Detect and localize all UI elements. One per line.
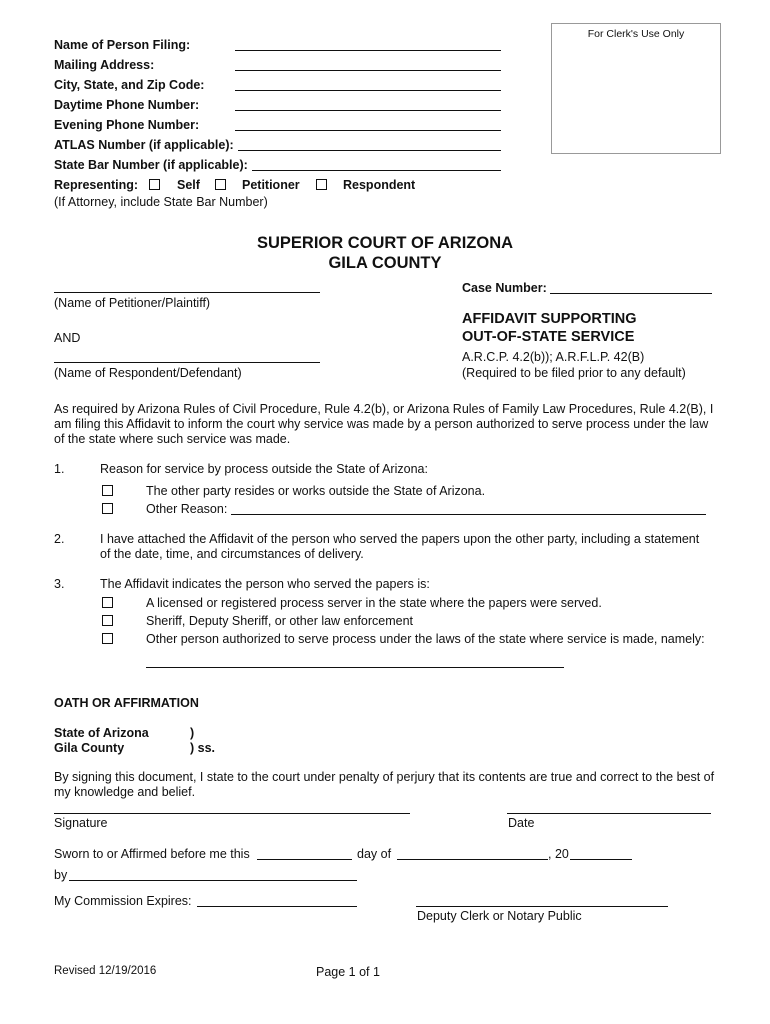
sworn-month-field[interactable] xyxy=(397,859,548,860)
other-reason-field[interactable] xyxy=(231,514,706,515)
document-title-line2: OUT-OF-STATE SERVICE xyxy=(462,329,635,345)
page-number: Page 1 of 1 xyxy=(316,965,380,979)
sheriff-checkbox[interactable] xyxy=(102,615,113,626)
respondent-caption-label: (Name of Respondent/Defendant) xyxy=(54,366,242,380)
respondent-label: Respondent xyxy=(343,178,416,192)
self-label: Self xyxy=(177,178,200,192)
representing-label: Representing: xyxy=(54,178,139,192)
filer-name-label: Name of Person Filing: xyxy=(54,38,191,52)
sworn-day-field[interactable] xyxy=(257,859,352,860)
respondent-checkbox[interactable] xyxy=(316,179,327,190)
state-label: State of Arizona xyxy=(54,726,149,740)
signature-label: Signature xyxy=(54,816,108,830)
resides-outside-checkbox[interactable] xyxy=(102,485,113,496)
court-title: SUPERIOR COURT OF ARIZONA xyxy=(256,234,514,252)
daytime-phone-label: Daytime Phone Number: xyxy=(54,98,200,112)
petitioner-checkbox[interactable] xyxy=(215,179,226,190)
atlas-number-field[interactable] xyxy=(238,150,501,151)
filer-name-field[interactable] xyxy=(235,50,501,51)
county-title: GILA COUNTY xyxy=(328,254,442,272)
sheriff-label: Sheriff, Deputy Sheriff, or other law enforcement xyxy=(146,614,414,628)
commission-label: My Commission Expires: xyxy=(54,894,192,908)
and-label: AND xyxy=(54,331,81,345)
petitioner-label: (Name of Petitioner/Plaintiff) xyxy=(54,296,211,310)
petitioner-name-field[interactable] xyxy=(54,292,320,293)
item1-number: 1. xyxy=(54,462,65,476)
deputy-signature-field[interactable] xyxy=(416,906,668,907)
item2-number: 2. xyxy=(54,532,65,546)
other-person-field[interactable] xyxy=(146,667,564,668)
city-state-zip-label: City, State, and Zip Code: xyxy=(54,78,205,92)
oath-heading: OATH OR AFFIRMATION xyxy=(54,696,199,710)
other-reason-checkbox[interactable] xyxy=(102,503,113,514)
other-person-label: Other person authorized to serve process under the laws of the state where service is made, namely: xyxy=(146,632,705,646)
revised-date: Revised 12/19/2016 xyxy=(54,965,157,977)
state-paren: ) xyxy=(190,726,195,740)
atlas-number-label: ATLAS Number (if applicable): xyxy=(54,138,234,152)
case-number-label: Case Number: xyxy=(462,281,547,295)
sworn-year-field[interactable] xyxy=(570,859,632,860)
item2-text: I have attached the Affidavit of the person who served the papers upon the other party, including a statement of the date, time, and circumstances of delivery. xyxy=(100,532,700,561)
clerk-use-label: For Clerk's Use Only xyxy=(587,28,685,40)
signature-field[interactable] xyxy=(54,813,410,814)
resides-outside-label: The other party resides or works outside the State of Arizona. xyxy=(146,484,486,498)
county-label: Gila County xyxy=(54,741,125,755)
item3-number: 3. xyxy=(54,577,65,591)
attorney-note: (If Attorney, include State Bar Number) xyxy=(54,195,268,209)
mailing-address-label: Mailing Address: xyxy=(54,58,155,72)
perjury-statement: By signing this document, I state to the court under penalty of perjury that its contents are true and correct to the best of my knowledge and belief. xyxy=(54,770,715,799)
process-server-checkbox[interactable] xyxy=(102,597,113,608)
document-title-line1: AFFIDAVIT SUPPORTING xyxy=(462,311,637,327)
sworn-label: Sworn to or Affirmed before me this xyxy=(54,847,250,861)
year-label: , 20 xyxy=(548,847,569,861)
intro-paragraph: As required by Arizona Rules of Civil Procedure, Rule 4.2(b), or Arizona Rules of Family Law Procedures, Rule 4.2(B), I am filing this Affidavit to inform the court why service was made by a person authorized to serve process under the law of the state where such service was made. xyxy=(54,402,714,446)
deputy-label: Deputy Clerk or Notary Public xyxy=(417,909,582,923)
required-note: (Required to be filed prior to any default) xyxy=(462,366,686,380)
date-label: Date xyxy=(508,816,535,830)
ss-label: ) ss. xyxy=(190,741,216,755)
clerk-use-box xyxy=(551,23,721,154)
daytime-phone-field[interactable] xyxy=(235,110,501,111)
by-label: by xyxy=(54,868,68,882)
by-field[interactable] xyxy=(69,880,357,881)
state-bar-field[interactable] xyxy=(252,170,501,171)
rule-reference: A.R.C.P. 4.2(b)); A.R.F.L.P. 42(B) xyxy=(462,350,645,364)
date-field[interactable] xyxy=(507,813,711,814)
commission-field[interactable] xyxy=(197,906,357,907)
state-bar-label: State Bar Number (if applicable): xyxy=(54,158,248,172)
item1-text: Reason for service by process outside the State of Arizona: xyxy=(100,462,428,476)
self-checkbox[interactable] xyxy=(149,179,160,190)
respondent-name-field[interactable] xyxy=(54,362,320,363)
other-reason-label: Other Reason: xyxy=(146,502,228,516)
city-state-zip-field[interactable] xyxy=(235,90,501,91)
case-number-field[interactable] xyxy=(550,293,712,294)
mailing-address-field[interactable] xyxy=(235,70,501,71)
evening-phone-field[interactable] xyxy=(235,130,501,131)
other-person-checkbox[interactable] xyxy=(102,633,113,644)
item3-text: The Affidavit indicates the person who served the papers is: xyxy=(100,577,430,591)
petitioner-label: Petitioner xyxy=(242,178,300,192)
evening-phone-label: Evening Phone Number: xyxy=(54,118,200,132)
day-of-label: day of xyxy=(357,847,392,861)
process-server-label: A licensed or registered process server in the state where the papers were served. xyxy=(146,596,602,610)
